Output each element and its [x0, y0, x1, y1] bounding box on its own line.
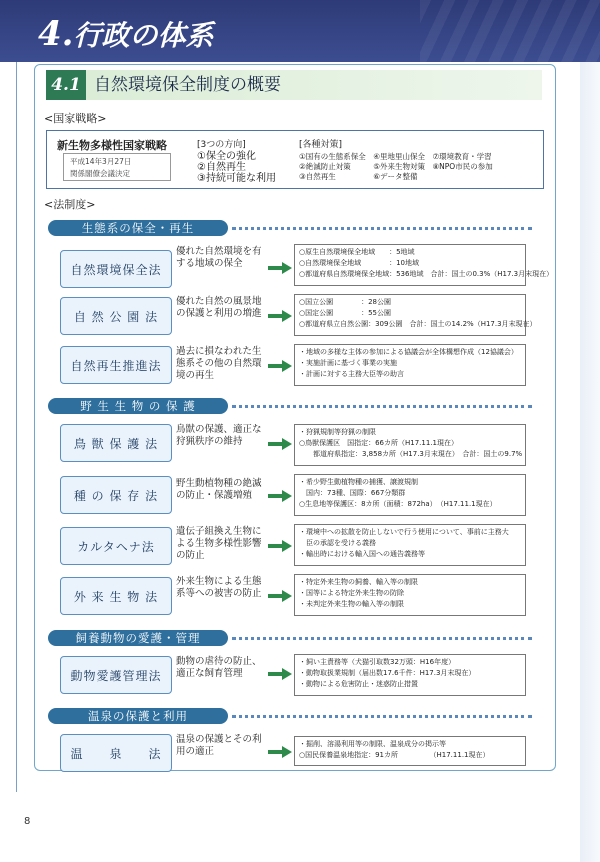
law-species-conservation: 種 の 保 存 法 [60, 476, 172, 514]
law-purpose: 温泉の保護とその利用の適正 [176, 734, 262, 757]
arrow-icon [268, 262, 292, 274]
detail-line: 都道府県指定：3,858カ所（H17.3月末現在） 合計：国土の9.7% [299, 450, 523, 458]
law-animal-welfare: 動物愛護管理法 [60, 656, 172, 694]
directions-header: [3つの方向] [197, 140, 246, 150]
law-details [294, 574, 526, 616]
chapter-header-band [0, 0, 600, 62]
strategy-date: 平成14年3月27日 [70, 157, 132, 166]
detail-line: ・環境中への拡散を防止しないで行う使用について、事前に主務大 [299, 528, 509, 536]
law-details [294, 654, 526, 696]
law-purpose: 遺伝子組換え生物による生物多様性影響の防止 [176, 526, 262, 561]
detail-line: ○都道府県立自然公園：309公園 合計：国土の14.2%（H17.3月末現在） [299, 320, 537, 328]
directions-list [197, 151, 276, 184]
detail-line: ・狩猟規制等狩猟の制限 [299, 428, 376, 436]
strategy-date-box [63, 153, 171, 181]
chapter-number: 4. [38, 14, 74, 54]
law-details [294, 344, 526, 386]
left-margin-rule [16, 62, 17, 792]
arrow-icon [268, 310, 292, 322]
measures-list [299, 152, 493, 182]
direction-item: ①保全の強化 [197, 151, 256, 162]
law-nature-conservation: 自然環境保全法 [60, 250, 172, 288]
law-hot-springs: 温 泉 法 [60, 734, 172, 772]
legal-system-label: <法制度> [44, 198, 96, 211]
detail-line: ○国民保養温泉地指定：91カ所 （H17.11.1現在） [299, 751, 490, 759]
detail-line: ○都道府県自然環境保全地域：536地域 合計：国土の0.3%（H17.3月末現在） [299, 270, 554, 278]
detail-line: ○生息地等保護区：8カ所（面積：872ha） （H17.11.1現在） [299, 500, 497, 508]
measure-row: ①国有の生態系保全 ④里地里山保全 ⑦環境教育・学習 [299, 152, 492, 161]
law-purpose: 野生動植物種の絶滅の防止・保護増殖 [176, 478, 262, 501]
law-invasive-species: 外 来 生 物 法 [60, 577, 172, 615]
law-purpose: 外来生物による生態系等への被害の防止 [176, 576, 262, 599]
detail-line: ・地域の多様な主体の参加による協議会が全体構想作成（12協議会） [299, 348, 518, 356]
detail-line: ・未判定外来生物の輸入等の制限 [299, 600, 404, 608]
law-purpose: 鳥獣の保護、適正な狩猟秩序の維持 [176, 424, 262, 447]
law-details [294, 524, 526, 566]
detail-line: ・国等による特定外来生物の防除 [299, 589, 404, 597]
detail-line: 国内：73種、国際：667分類群 [299, 489, 406, 497]
detail-line: ・実施計画に基づく事業の実施 [299, 359, 397, 367]
law-details [294, 424, 526, 466]
page-number: 8 [24, 816, 31, 827]
category-divider [232, 637, 532, 640]
measure-row: ②絶滅防止対策 ⑤外来生物対策 ⑧NPO市民の参加 [299, 162, 493, 171]
category-ecosystem: 生態系の保全・再生 [48, 220, 228, 236]
category-divider [232, 405, 532, 408]
category-wildlife: 野 生 生 物 の 保 護 [48, 398, 228, 414]
detail-line: ・計画に対する主務大臣等の助言 [299, 370, 404, 378]
law-details [294, 294, 537, 336]
measure-row: ③自然再生 ⑥データ整備 [299, 172, 418, 181]
arrow-icon [268, 438, 292, 450]
detail-line: ○国立公園 ：28公園 [299, 298, 392, 306]
detail-line: ・希少野生動植物種の捕獲、譲渡規制 [299, 478, 418, 486]
direction-item: ②自然再生 [197, 162, 246, 173]
detail-line: ・動物による危害防止・迷惑防止措置 [299, 680, 418, 688]
right-margin-decoration [580, 62, 600, 862]
law-nature-restoration: 自然再生推進法 [60, 346, 172, 384]
law-details [294, 474, 526, 516]
detail-line: ・輸出時における輸入国への通告義務等 [299, 550, 425, 558]
national-strategy-label: <国家戦略> [44, 112, 107, 125]
law-purpose: 動物の虐待の防止、適正な飼育管理 [176, 656, 262, 679]
arrow-icon [268, 668, 292, 680]
law-details [294, 736, 526, 766]
category-divider [232, 227, 532, 230]
law-details [294, 244, 554, 286]
measures-header: [各種対策] [299, 140, 343, 150]
section-title: 自然環境保全制度の概要 [94, 75, 281, 95]
arrow-icon [268, 746, 292, 758]
strategy-name: 新生物多様性国家戦略 [57, 139, 167, 152]
detail-line: 臣の承認を受ける義務 [299, 539, 376, 547]
category-divider [232, 715, 532, 718]
strategy-decision: 関係閣僚会議決定 [70, 169, 130, 178]
arrow-icon [268, 540, 292, 552]
detail-line: ○鳥獣保護区 国指定：66カ所（H17.11.1現在） [299, 439, 458, 447]
direction-item: ③持続可能な利用 [197, 173, 276, 184]
detail-line: ○国定公園 ：55公園 [299, 309, 392, 317]
detail-line: ・飼い主責務等（犬猫引取数32万頭：H16年度） [299, 658, 456, 666]
law-cartagena: カルタヘナ法 [60, 527, 172, 565]
chapter-title-text: 行政の体系 [73, 19, 214, 52]
category-animal-welfare: 飼養動物の愛護・管理 [48, 630, 228, 646]
detail-line: ・特定外来生物の飼養、輸入等の制限 [299, 578, 418, 586]
law-purpose: 過去に損なわれた生態系その他の自然環境の再生 [176, 346, 262, 381]
chapter-title [38, 14, 214, 54]
detail-line: ・掘削、溶湯利用等の制限、温泉成分の掲示等 [299, 740, 446, 748]
detail-line: ○原生自然環境保全地域 ：5地域 [299, 248, 415, 256]
arrow-icon [268, 490, 292, 502]
law-natural-parks: 自 然 公 園 法 [60, 297, 172, 335]
header-stripe-decoration [420, 0, 600, 62]
arrow-icon [268, 360, 292, 372]
arrow-icon [268, 590, 292, 602]
detail-line: ・動物取扱業規制（届出数17.6千件：H17.3月末現在） [299, 669, 476, 677]
detail-line: ○自然環境保全地域 ：10地域 [299, 259, 420, 267]
law-purpose: 優れた自然環境を有する地域の保全 [176, 246, 262, 269]
section-number: 4.1 [46, 70, 86, 100]
law-purpose: 優れた自然の風景地の保護と利用の増進 [176, 296, 262, 319]
category-hot-springs: 温泉の保護と利用 [48, 708, 228, 724]
strategy-box [46, 130, 544, 189]
law-wildlife-protection: 鳥 獣 保 護 法 [60, 424, 172, 462]
